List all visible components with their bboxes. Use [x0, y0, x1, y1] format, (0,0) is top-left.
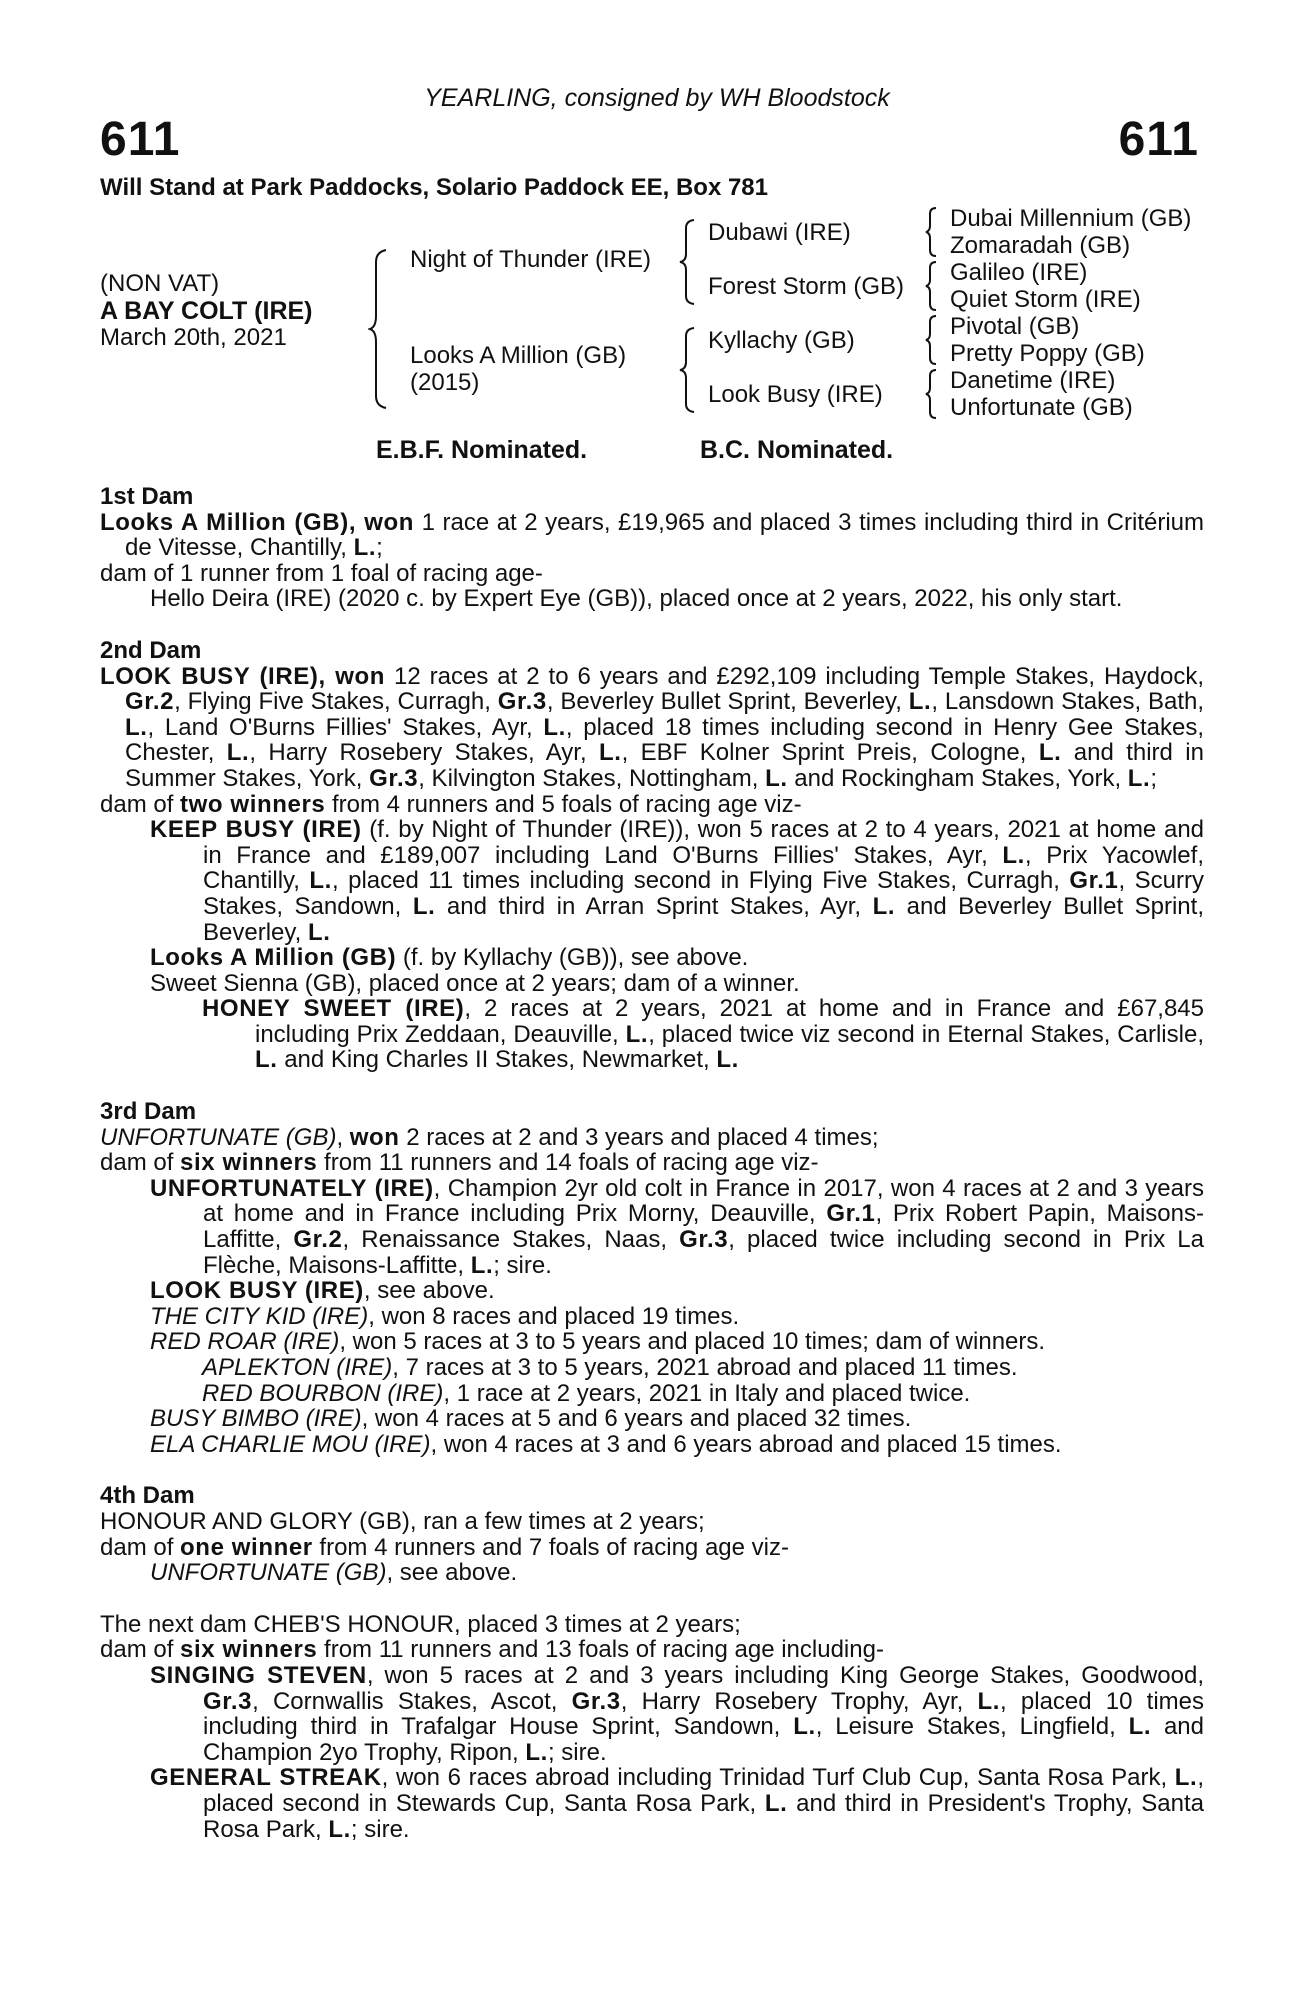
dam2-produce-sweet-sienna: Sweet Sienna (GB), placed once at 2 years; dam of a winner.	[150, 969, 800, 997]
dam3-record: UNFORTUNATE (GB), won 2 races at 2 and 3 years and placed 4 times;	[100, 1123, 879, 1151]
dam3-grandproduce-red-bourbon: RED BOURBON (IRE), 1 race at 2 years, 2021 in Italy and placed twice.	[202, 1379, 971, 1407]
lot-number-left: 611	[100, 113, 181, 166]
sd-dam: Quiet Storm (IRE)	[950, 286, 1141, 313]
dam3-produce-busy-bimbo: BUSY BIMBO (IRE), won 4 races at 5 and 6 years and placed 32 times.	[150, 1405, 912, 1433]
dam3-produce-red-roar: RED ROAR (IRE), won 5 races at 3 to 5 years and placed 10 times; dam of winners.	[150, 1328, 1046, 1356]
consignment-line: YEARLING, consigned by WH Bloodstock	[424, 84, 890, 112]
brace-dd	[924, 368, 938, 420]
sire: Night of Thunder (IRE)	[410, 246, 651, 273]
dam1-record: Looks A Million (GB), won 1 race at 2 years, £19,965 and placed 3 times including third in Critérium de Vitesse, Chantilly, L.;	[100, 508, 1205, 562]
dd-dam: Unfortunate (GB)	[950, 394, 1133, 421]
dam-sire: Kyllachy (GB)	[708, 327, 855, 354]
dam1-heading: 1st Dam	[100, 483, 194, 510]
sire-dam: Forest Storm (GB)	[708, 273, 905, 300]
dam1-produce-summary: dam of 1 runner from 1 foal of racing age-	[100, 559, 543, 587]
dam2-record: LOOK BUSY (IRE), won 12 races at 2 to 6 years and £292,109 including Temple Stakes, Haydock, Gr.2, Flying Five Stakes, Curragh, Gr.3, Beverley Bullet Sprint, Beverley, L., Lansdown Stakes, Bath, L., Land O'Burns Fillies' Stakes, Ayr, L., placed 18 times including second in Henry Gee Stakes, Chester, L., Harry Rosebery Stakes, Ayr, L., EBF Kolner Sprint Preis, Cologne, L. and third in Summer Stakes, York, Gr.3, Kilvington Stakes, Nottingham, L. and Rockingham Stakes, York, L.;	[100, 662, 1204, 792]
dam1-produce-1: Hello Deira (IRE) (2020 c. by Expert Eye (GB)), placed once at 2 years, 2022, his only start.	[150, 585, 1123, 613]
ss-sire: Dubai Millennium (GB)	[950, 205, 1192, 232]
ebf-nominated: E.B.F. Nominated.	[376, 436, 588, 464]
horse-name: A BAY COLT (IRE)	[100, 297, 313, 325]
brace-sire	[678, 218, 696, 306]
sire-sire: Dubawi (IRE)	[708, 219, 851, 246]
dam3-grandproduce-aplekton: APLEKTON (IRE), 7 races at 3 to 5 years, 2021 abroad and placed 11 times.	[202, 1354, 1018, 1381]
dd-sire: Danetime (IRE)	[950, 367, 1116, 394]
dam3-produce-look-busy: LOOK BUSY (IRE), see above.	[150, 1277, 495, 1305]
dam3-heading: 3rd Dam	[100, 1098, 197, 1126]
dam3-produce-summary: dam of six winners from 11 runners and 14 foals of racing age viz-	[100, 1149, 819, 1177]
stabling-line: Will Stand at Park Paddocks, Solario Paddock EE, Box 781	[100, 174, 769, 201]
dam2-produce-summary: dam of two winners from 4 runners and 5 foals of racing age viz-	[100, 790, 802, 818]
dam2-grandproduce-honey-sweet: HONEY SWEET (IRE), 2 races at 2 years, 2021 at home and in France and £67,845 including Prix Zeddaan, Deauville, L., placed twice viz second in Eternal Stakes, Carlisle, L. and King Charles II Stakes, Newmarket, L.	[202, 995, 1204, 1074]
dam2-produce-keep-busy: KEEP BUSY (IRE) (f. by Night of Thunder (IRE)), won 5 races at 2 to 4 years, 2021 at home and in France and £189,007 including Land O'Burns Fillies' Stakes, Ayr, L., Prix Yacowlef, Chantilly, L., placed 11 times including second in Flying Five Stakes, Curragh, Gr.1, Scurry Stakes, Sandown, L. and third in Arran Sprint Stakes, Ayr, L. and Beverley Bullet Sprint, Beverley, L.	[150, 816, 1205, 946]
dam2-heading: 2nd Dam	[100, 636, 202, 664]
dam3-produce-ela-charlie-mou: ELA CHARLIE MOU (IRE), won 4 races at 3 and 6 years abroad and placed 15 times.	[150, 1430, 1062, 1458]
brace-dam	[678, 326, 696, 414]
vat-status: (NON VAT)	[100, 270, 220, 297]
bc-nominated: B.C. Nominated.	[700, 436, 894, 464]
brace-ds	[924, 314, 938, 366]
ds-dam: Pretty Poppy (GB)	[950, 340, 1145, 367]
dam4-produce-summary: dam of one winner from 4 runners and 7 foals of racing age viz-	[100, 1533, 789, 1561]
dam4-record: HONOUR AND GLORY (GB), ran a few times at 2 years;	[100, 1507, 705, 1535]
lot-number-right: 611	[1118, 113, 1199, 166]
dam2-produce-looks-a-million: Looks A Million (GB) (f. by Kyllachy (GB)), see above.	[150, 944, 749, 972]
dam5-record: The next dam CHEB'S HONOUR, placed 3 times at 2 years;	[100, 1610, 741, 1638]
catalogue-body	[100, 484, 1204, 1842]
dam5-produce-summary: dam of six winners from 11 runners and 13 foals of racing age including-	[100, 1636, 884, 1664]
foaling-date: March 20th, 2021	[100, 324, 287, 351]
dam5-produce-general-streak: GENERAL STREAK, won 6 races abroad including Trinidad Turf Club Cup, Santa Rosa Park, L., placed second in Stewards Cup, Santa Rosa Park, L. and third in President's Trophy, Santa Rosa Park, L.; sire.	[150, 1764, 1204, 1843]
ss-dam: Zomaradah (GB)	[950, 232, 1131, 259]
dam3-produce-city-kid: THE CITY KID (IRE), won 8 races and placed 19 times.	[150, 1302, 740, 1330]
dam-year: (2015)	[410, 369, 480, 396]
dam3-produce-unfortunately: UNFORTUNATELY (IRE), Champion 2yr old colt in France in 2017, won 4 races at 2 and 3 years at home and in France including Prix Morny, Deauville, Gr.1, Prix Robert Papin, Maisons-Laffitte, Gr.2, Renaissance Stakes, Naas, Gr.3, placed twice including second in Prix La Flèche, Maisons-Laffitte, L.; sire.	[150, 1174, 1205, 1279]
dam-dam: Look Busy (IRE)	[708, 381, 883, 408]
dam: Looks A Million (GB)	[410, 342, 627, 369]
brace-ss	[924, 206, 938, 258]
dam4-heading: 4th Dam	[100, 1482, 195, 1510]
brace-sd	[924, 260, 938, 312]
brace-main	[368, 248, 388, 410]
dam5-produce-singing-steven: SINGING STEVEN, won 5 races at 2 and 3 years including King George Stakes, Goodwood, Gr.3, Cornwallis Stakes, Ascot, Gr.3, Harry Rosebery Trophy, Ayr, L., placed 10 times including third in Trafalgar House Sprint, Sandown, L., Leisure Stakes, Lingfield, L. and Champion 2yo Trophy, Ripon, L.; sire.	[150, 1661, 1205, 1766]
sd-sire: Galileo (IRE)	[950, 259, 1088, 286]
dam4-produce-unfortunate: UNFORTUNATE (GB), see above.	[150, 1559, 518, 1587]
ds-sire: Pivotal (GB)	[950, 313, 1080, 340]
